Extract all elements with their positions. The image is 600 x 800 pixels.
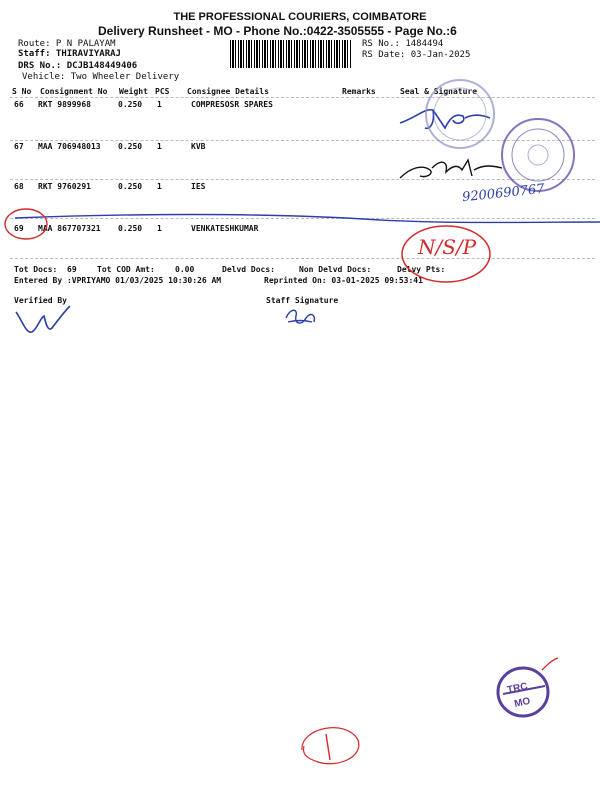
runsheet-subtitle: Delivery Runsheet - MO - Phone No.:0422-3505555 - Page No.:6 bbox=[98, 24, 457, 38]
col-header-weight: Weight bbox=[119, 87, 148, 96]
row-weight: 0.250 bbox=[118, 182, 143, 191]
row-consignee: VENKATESHKUMAR bbox=[191, 224, 259, 233]
col-header-remarks: Remarks bbox=[342, 87, 376, 96]
signature-row-67 bbox=[400, 150, 510, 190]
row-weight: 0.250 bbox=[118, 142, 143, 151]
verified-signature bbox=[14, 298, 74, 343]
col-header-sno: S No bbox=[12, 87, 32, 96]
tot-docs-value: 69 bbox=[67, 265, 77, 274]
row-pcs: 1 bbox=[157, 100, 162, 109]
nsp-annotation: N/S/P bbox=[418, 235, 477, 259]
rs-date: RS Date: 03-Jan-2025 bbox=[362, 50, 471, 60]
row-sno: 69 bbox=[14, 224, 24, 233]
row-divider bbox=[10, 258, 595, 259]
vehicle-label: Vehicle: Two Wheeler Delivery bbox=[22, 72, 180, 82]
route-label: Route: P N PALAYAM bbox=[18, 39, 116, 49]
row-sno: 67 bbox=[14, 142, 24, 151]
row-sno: 66 bbox=[14, 100, 24, 109]
verified-by-label: Verified By bbox=[14, 296, 67, 305]
row-consignment: MAA 706948013 bbox=[38, 142, 101, 151]
row-weight: 0.250 bbox=[118, 100, 143, 109]
red-mark-row-69 bbox=[2, 206, 52, 242]
entered-by: Entered By :VPRIYAMO 01/03/2025 10:30:26 AM bbox=[14, 276, 222, 285]
col-header-consignment: Consignment No bbox=[40, 87, 108, 96]
tot-docs-label: Tot Docs: bbox=[14, 265, 58, 274]
red-mark-bottom bbox=[296, 720, 366, 770]
row-consignment: MAA 867707321 bbox=[38, 224, 101, 233]
row-consignee: IES bbox=[191, 182, 206, 191]
col-header-consignee: Consignee Details bbox=[187, 87, 269, 96]
handwritten-phone: 9200690767 bbox=[461, 181, 546, 206]
delvd-docs-label: Delvd Docs: bbox=[222, 265, 275, 274]
svg-text:MO: MO bbox=[513, 695, 532, 710]
row-pcs: 1 bbox=[157, 182, 162, 191]
svg-text:TRC: TRC bbox=[506, 681, 529, 697]
tot-cod-label: Tot COD Amt: bbox=[97, 265, 155, 274]
reprinted-on: Reprinted On: 03-01-2025 09:53:41 bbox=[264, 276, 423, 285]
row-pcs: 1 bbox=[157, 224, 162, 233]
rs-number: RS No.: 1484494 bbox=[362, 39, 444, 49]
staff-label: Staff: THIRAVIYARAJ bbox=[18, 49, 121, 59]
staff-signature-mark bbox=[282, 304, 322, 330]
handwritten-strike-line bbox=[0, 208, 600, 238]
row-pcs: 1 bbox=[157, 142, 162, 151]
row-consignee: COMPRESOSR SPARES bbox=[191, 100, 273, 109]
stamp-tick-mark bbox=[540, 656, 560, 676]
staff-signature-label: Staff Signature bbox=[266, 296, 339, 305]
col-header-pcs: PCS bbox=[155, 87, 170, 96]
delvy-pts-label: Delvy Pts: bbox=[397, 265, 446, 274]
non-delvd-docs-label: Non Delvd Docs: bbox=[299, 265, 372, 274]
tot-cod-value: 0.00 bbox=[175, 265, 195, 274]
company-name: THE PROFESSIONAL COURIERS, COIMBATORE bbox=[173, 11, 427, 23]
row-sno: 68 bbox=[14, 182, 24, 191]
drs-number: DRS No.: DCJB148449406 bbox=[18, 61, 138, 71]
barcode bbox=[230, 40, 352, 68]
row-consignment: RKT 9899968 bbox=[38, 100, 91, 109]
row-consignee: KVB bbox=[191, 142, 206, 151]
row-consignment: RKT 9760291 bbox=[38, 182, 91, 191]
row-weight: 0.250 bbox=[118, 224, 143, 233]
col-header-seal: Seal & Signature bbox=[400, 87, 478, 96]
